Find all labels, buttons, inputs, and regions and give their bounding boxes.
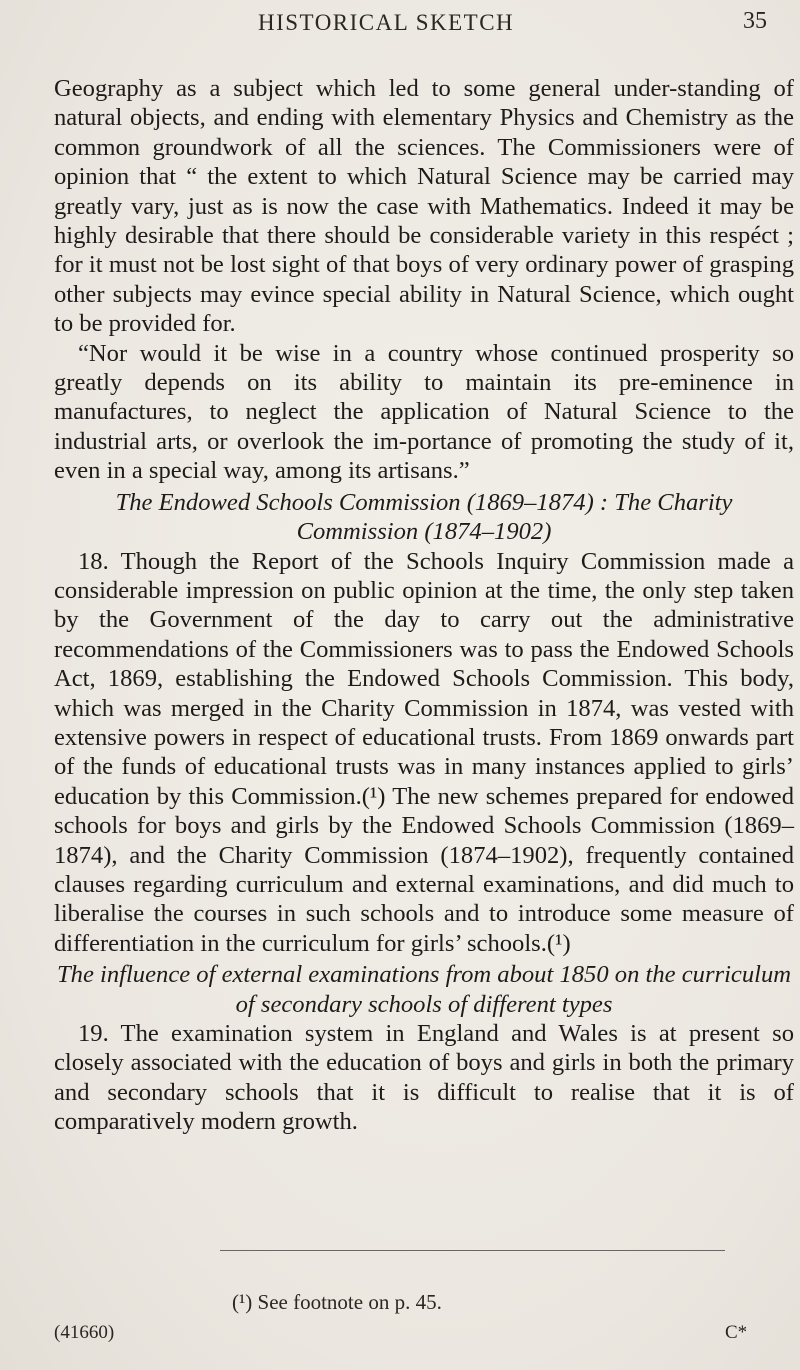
paragraph-19: 19. The examination system in England and Wales is at present so closely associated with the education of boys and girls in both the primary and secondary schools that it is difficult to realise that it is of comparatively modern growth. — [54, 1020, 794, 1136]
paragraph-18: 18. Though the Report of the Schools Inquiry Commission made a considerable impression on public opinion at the time, the only step taken by the Government of the day to carry out the administrative recommendations of the Commissioners was to pass the Endowed Schools Act, 1869, establishing the Endowed Schools Commission. This body, which was merged in the Charity Commission in 1874, was vested with extensive powers in respect of educational trusts. From 1869 onwards part of the funds of educational trusts was in many instances applied to girls’ education by this Commission.(¹) The new schemes prepared for endowed schools for boys and girls by the Endowed Schools Commission (1869–1874), and the Charity Commission (1874–1902), frequently contained clauses regarding curriculum and external examinations, and did much to liberalise the courses in such schools and to introduce some measure of differentiation in the curriculum for girls’ schools.(¹) — [54, 547, 794, 957]
running-head: HISTORICAL SKETCH — [258, 10, 515, 35]
footnote: (¹) See footnote on p. 45. — [232, 1290, 442, 1314]
section-heading-examinations: The influence of external examinations from about 1850 on the curriculum of secondary schools of different types — [56, 961, 792, 1018]
gathering-mark: C* — [725, 1322, 748, 1343]
print-signature: (41660) — [54, 1322, 115, 1343]
page-number: 35 — [743, 8, 767, 34]
footnote-rule — [220, 1250, 725, 1251]
body-text — [54, 74, 794, 1137]
paragraph-geography: Geography as a subject which led to some general under-standing of natural objects, and ending with elementary Physics and Chemistry as the common groundwork of all the sciences. The Commissioners were of opinion that “ the extent to which Natural Science may be carried may greatly vary, just as is now the case with Mathematics. Indeed it may be highly desirable that there should be considerable variety in this respéct ; for it must not be lost sight of that boys of very ordinary power of grasping other subjects may evince special ability in Natural Science, which ought to be provided for. — [54, 75, 794, 338]
paragraph-quote: “Nor would it be wise in a country whose continued prosperity so greatly depends on its ability to maintain its pre-eminence in manufactures, to neglect the application of Natural Science to the industrial arts, or overlook the im-portance of promoting the study of it, even in a special way, among its artisans.” — [54, 339, 794, 485]
section-heading-commissions: The Endowed Schools Commission (1869–1874) : The Charity Commission (1874–1902) — [115, 488, 733, 546]
